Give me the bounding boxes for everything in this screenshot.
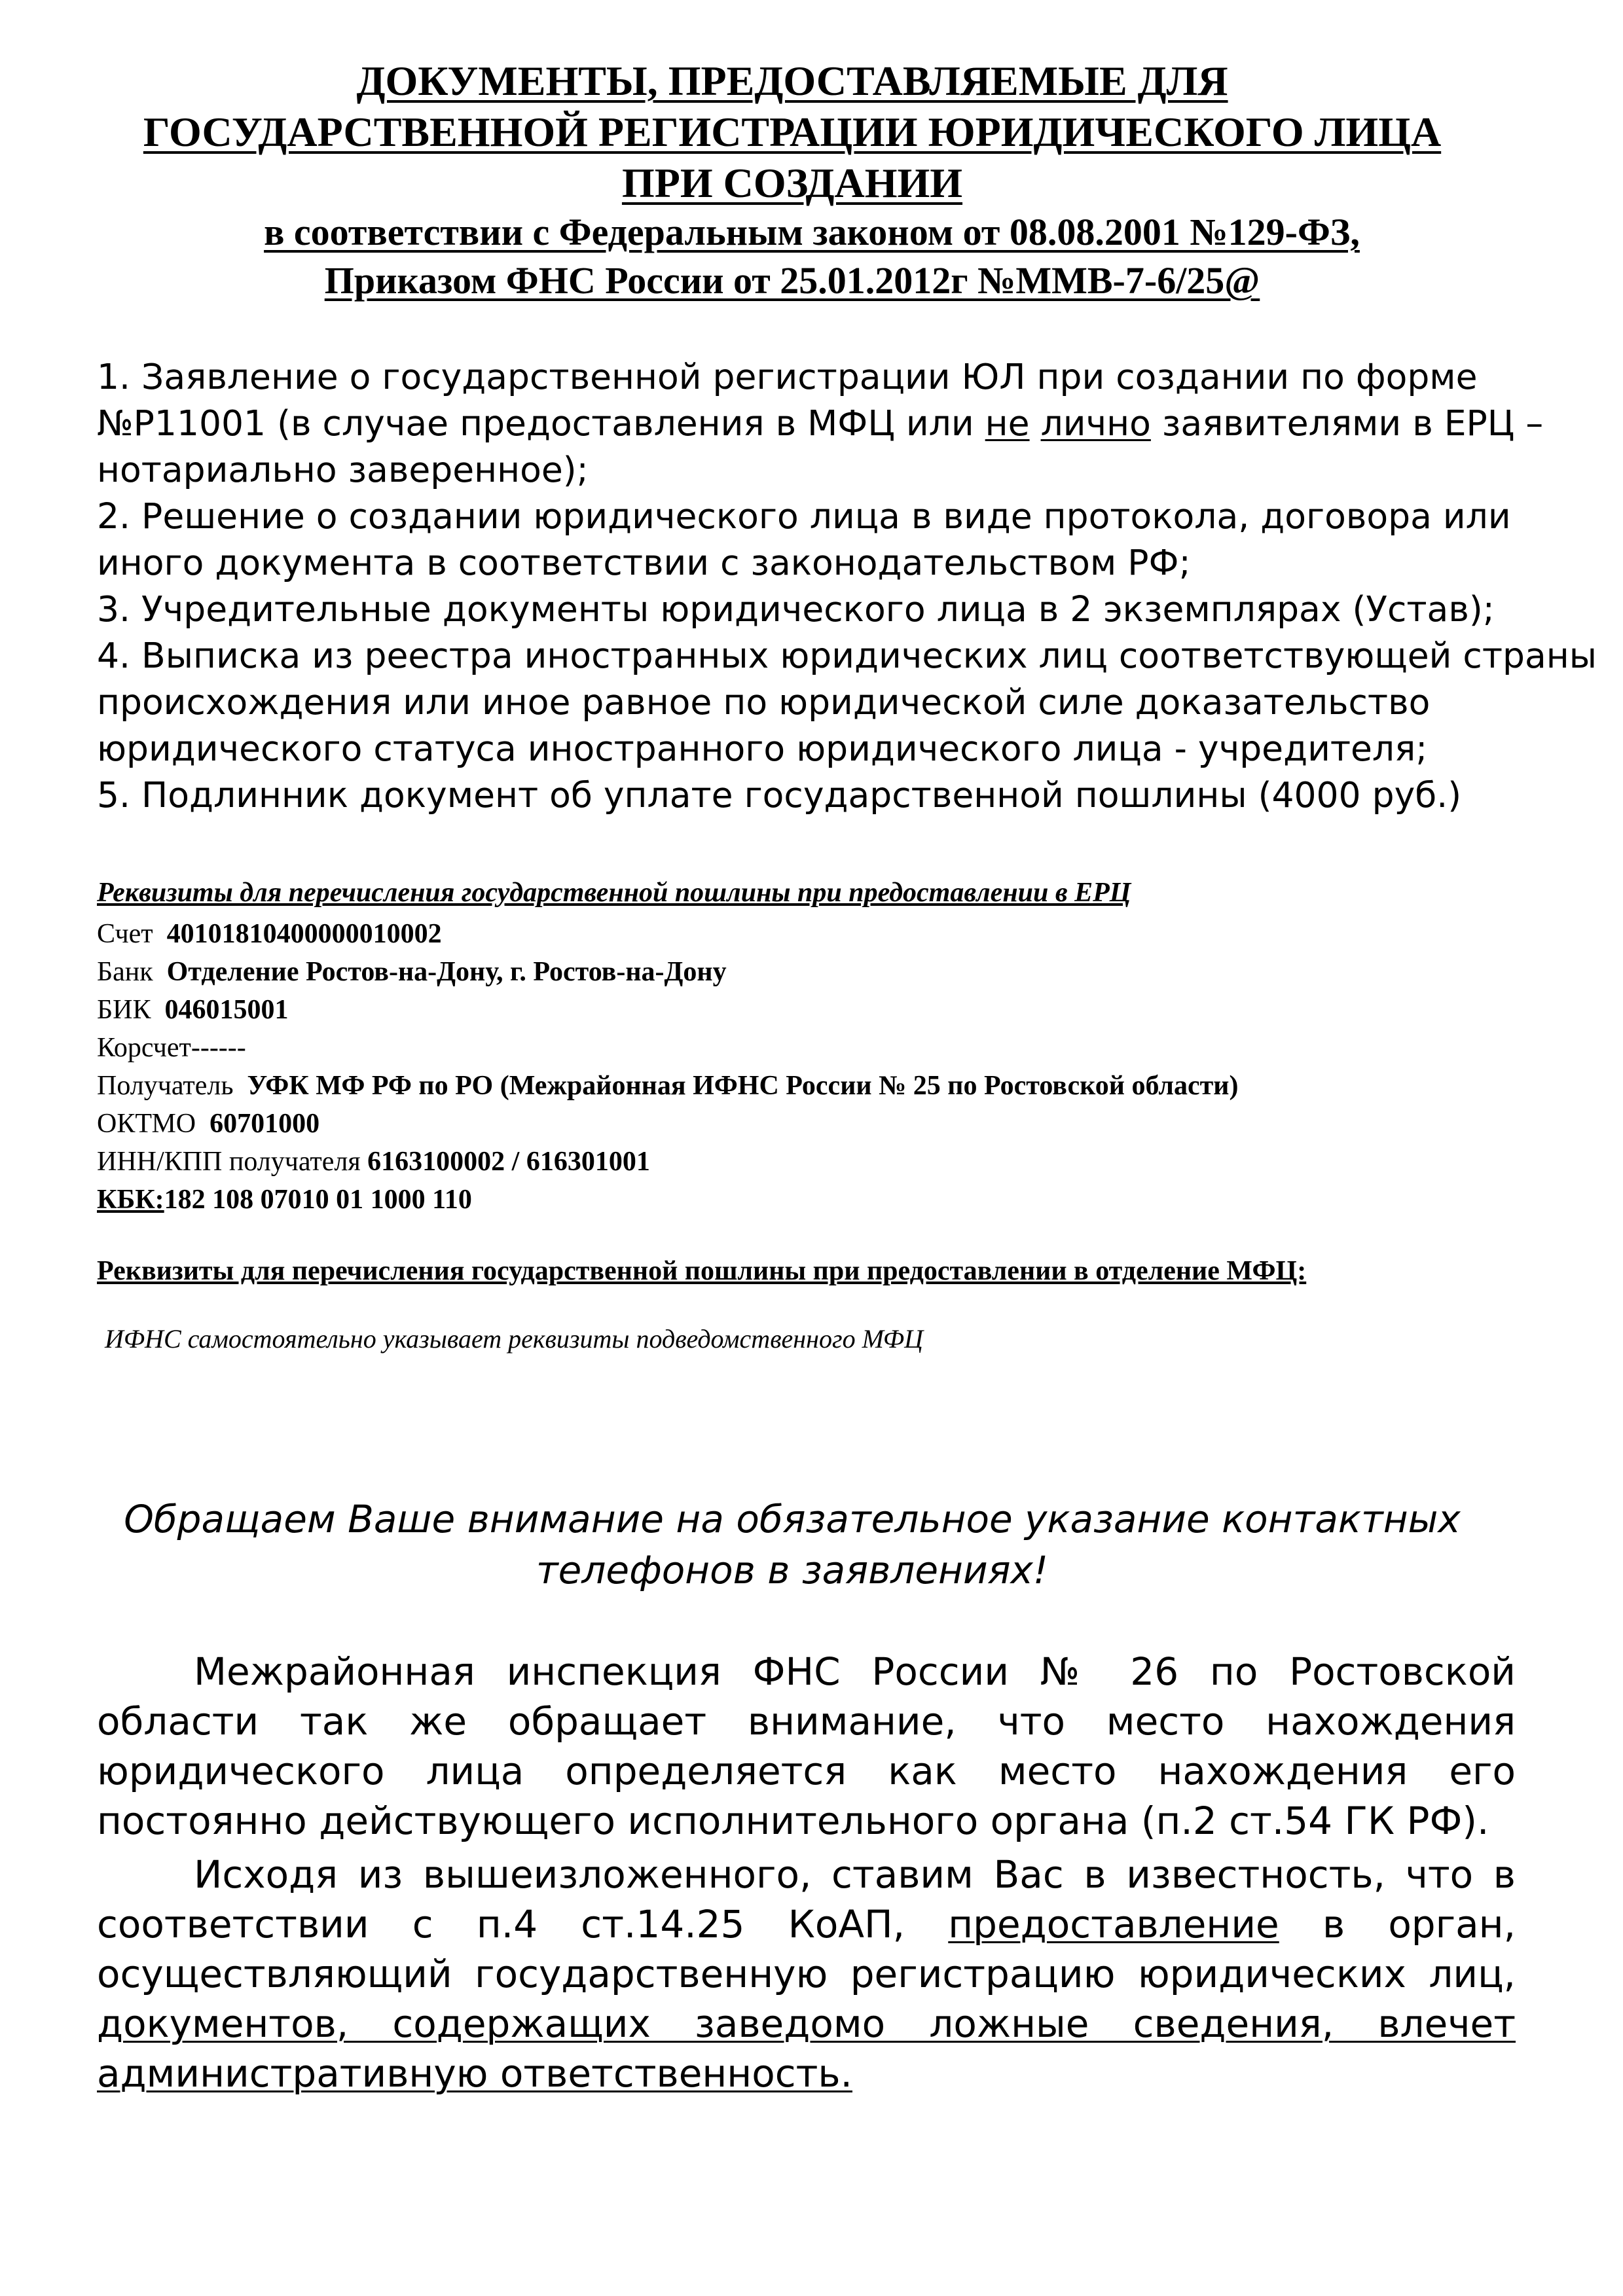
title-line-3: ПРИ СОЗДАНИИ [621, 160, 963, 206]
emph-predostavlenie: предоставление [948, 1902, 1279, 1946]
emph-liability: документов, содержащих заведомо ложные сведения, влечет административную ответственность. [97, 2001, 1516, 2096]
law-line-2: Приказом ФНС России от 25.01.2012г №ММВ-7-6/25@ [324, 259, 1260, 302]
req-bik: БИК 046015001 [97, 995, 289, 1025]
req-corr-account: Корсчет------ [97, 1033, 246, 1063]
liability-notice-paragraph: Исходя из вышеизложенного, ставим Вас в известность, что в соответствии с п.4 ст.14.25 КоАП, предоставление в орган, осуществляющий государственную регистрацию юридических лиц, документов, содержащих заведомо ложные сведения, влечет административную ответственность. [97, 1852, 1516, 2096]
attention-line-2: телефонов в заявлениях! [536, 1548, 1049, 1592]
doc-item-2-line-2: иного документа в соответствии с законодательством РФ; [97, 542, 1191, 583]
doc-item-4-line-3: юридического статуса иностранного юридического лица - учредителя; [97, 728, 1428, 769]
emph-lichno: лично [1040, 403, 1151, 444]
doc-item-2-line-1: 2. Решение о создании юридического лица в виде протокола, договора или [97, 495, 1511, 537]
req-bank: Банк Отделение Ростов-на-Дону, г. Ростов-на-Дону [97, 957, 727, 987]
attention-line-1: Обращаем Ваше внимание на обязательное указание контактных [124, 1497, 1461, 1541]
mfc-requisites-note: ИФНС самостоятельно указывает реквизиты подведомственного МФЦ [105, 1324, 923, 1354]
doc-item-5: 5. Подлинник документ об уплате государственной пошлины (4000 руб.) [97, 774, 1462, 816]
title-line-2: ГОСУДАРСТВЕННОЙ РЕГИСТРАЦИИ ЮРИДИЧЕСКОГО ЛИЦА [143, 109, 1442, 155]
emph-ne: не [985, 403, 1030, 444]
doc-item-1-line-2: №Р11001 (в случае предоставления в МФЦ или не лично заявителями в ЕРЦ – [97, 403, 1544, 444]
erc-requisites-heading: Реквизиты для перечисления государственной пошлины при предоставлении в ЕРЦ [97, 878, 1131, 908]
req-account: Счет 40101810400000010002 [97, 919, 442, 949]
documents-list [97, 353, 1597, 818]
doc-item-1-line-1: 1. Заявление о государственной регистрации ЮЛ при создании по форме [97, 356, 1478, 397]
req-inn-kpp: ИНН/КПП получателя 6163100002 / 616301001 [97, 1147, 650, 1177]
req-oktmo: ОКТМО 60701000 [97, 1109, 320, 1139]
req-recipient: Получатель УФК МФ РФ по РО (Межрайонная ИФНС России № 25 по Ростовской области) [97, 1071, 1239, 1101]
title-line-1: ДОКУМЕНТЫ, ПРЕДОСТАВЛЯЕМЫЕ ДЛЯ [356, 58, 1228, 104]
location-notice-paragraph: Межрайонная инспекция ФНС России № 26 по Ростовской области так же обращает внимание, что место нахождения юридического лица определяется как место нахождения его постоянно действующего исполнительного органа (п.2 ст.54 ГК РФ). [97, 1649, 1516, 1843]
mfc-requisites-heading: Реквизиты для перечисления государственной пошлины при предоставлении в отделение МФЦ: [97, 1256, 1307, 1286]
doc-item-1-line-3: нотариально заверенное); [97, 449, 589, 490]
doc-item-3: 3. Учредительные документы юридического лица в 2 экземплярах (Устав); [97, 588, 1495, 630]
req-kbk: КБК:182 108 07010 01 1000 110 [97, 1185, 472, 1215]
doc-item-4-line-1: 4. Выписка из реестра иностранных юридических лиц соответствующей страны [97, 635, 1597, 676]
law-line-1: в соответствии с Федеральным законом от 08.08.2001 №129-ФЗ, [264, 211, 1360, 253]
phone-attention-notice [65, 1494, 1519, 1596]
doc-item-4-line-2: происхождения или иное равное по юридической силе доказательство [97, 681, 1431, 723]
